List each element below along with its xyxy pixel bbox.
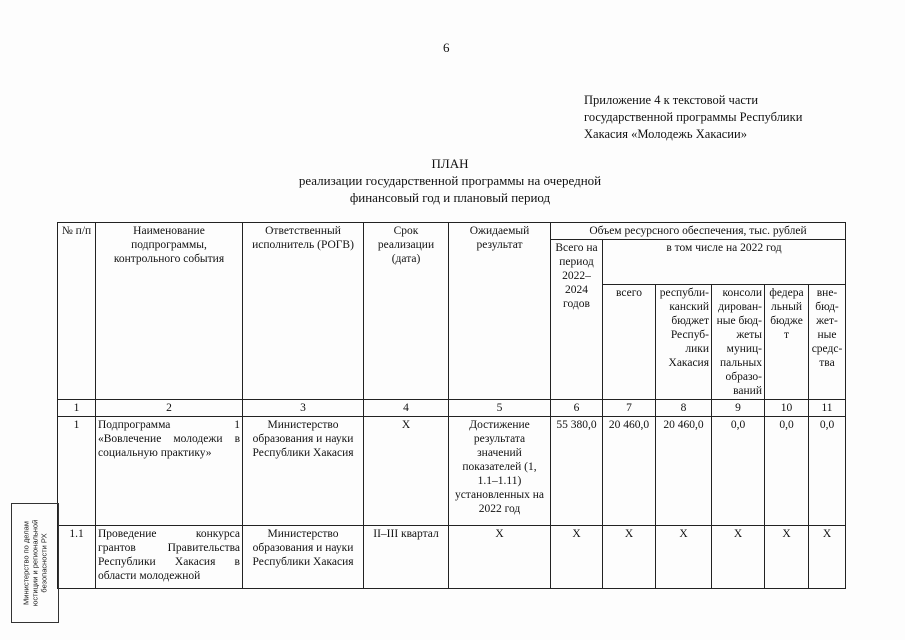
column-number: 10 [765, 400, 809, 417]
appendix-note [584, 92, 884, 143]
row-extra: Х [809, 526, 846, 589]
header-deadline: Срок реализации (дата) [364, 223, 449, 400]
header-name: Наименование подпрограммы, контрольного события [96, 223, 243, 400]
header-responsible: Ответственный исполнитель (РОГВ) [243, 223, 364, 400]
plan-table [57, 222, 846, 589]
row-total-period: Х [551, 526, 603, 589]
row-num: 1 [58, 417, 96, 526]
row-deadline: II–III квартал [364, 526, 449, 589]
column-number-row [58, 400, 846, 417]
appendix-line: Хакасия «Молодежь Хакасии» [584, 127, 747, 141]
column-number: 2 [96, 400, 243, 417]
row-name: Проведение конкурса грантов Правительства Республики Хакасия в области молодежной [96, 526, 243, 589]
header-including-2022: в том числе на 2022 год [603, 240, 846, 285]
stamp-text [22, 506, 49, 620]
page-number: 6 [443, 40, 450, 55]
row-federal: 0,0 [765, 417, 809, 526]
row-expected: Х [449, 526, 551, 589]
row-responsible: Министерство образования и науки Республики Хакасия [243, 417, 364, 526]
stamp-line: юстиции и региональной [30, 519, 40, 607]
column-number: 1 [58, 400, 96, 417]
column-number: 8 [656, 400, 712, 417]
plan-title-line: реализации государственной программы на очередной [298, 173, 602, 188]
appendix-line: Приложение 4 к текстовой части [584, 93, 759, 107]
column-number: 9 [712, 400, 765, 417]
header-row [58, 223, 846, 240]
header-extra: вне-бюд-жет-ные средс-тва [809, 285, 846, 400]
row-num: 1.1 [58, 526, 96, 589]
table-row [58, 417, 846, 526]
table-row [58, 526, 846, 589]
row-federal: Х [765, 526, 809, 589]
row-total: Х [603, 526, 656, 589]
row-responsible: Министерство образования и науки Республики Хакасия [243, 526, 364, 589]
appendix-line: государственной программы Республики [584, 110, 803, 124]
stamp-line: Министерство по делам [21, 521, 31, 605]
header-republican: республи-канский бюджет Респуб-лики Хакасия [656, 285, 712, 400]
header-num: № п/п [58, 223, 96, 400]
header-total: всего [603, 285, 656, 400]
column-number: 11 [809, 400, 846, 417]
header-total-period: Всего на период 2022–2024 годов [551, 240, 603, 400]
stamp-line: безопасности РХ [39, 533, 49, 593]
header-federal: федера льный бюдже т [765, 285, 809, 400]
row-expected: Достижение результата значений показателей (1, 1.1–1.11) установленных на 2022 год [449, 417, 551, 526]
column-number: 7 [603, 400, 656, 417]
plan-title-heading: ПЛАН [431, 156, 469, 171]
row-extra: 0,0 [809, 417, 846, 526]
header-consolidated: консоли дирован-ные бюд-жеты муниц-пальных образо-ваний [712, 285, 765, 400]
column-number: 6 [551, 400, 603, 417]
row-republican: Х [656, 526, 712, 589]
row-name: Подпрограмма 1 «Вовлечение молодежи в социальную практику» [96, 417, 243, 526]
row-total-period: 55 380,0 [551, 417, 603, 526]
registration-stamp [11, 503, 59, 623]
row-deadline: Х [364, 417, 449, 526]
header-expected: Ожидаемый результат [449, 223, 551, 400]
header-funding: Объем ресурсного обеспечения, тыс. рублей [551, 223, 846, 240]
row-consolidated: Х [712, 526, 765, 589]
plan-title [200, 155, 700, 206]
plan-title-line: финансовый год и плановый период [349, 190, 551, 205]
column-number: 5 [449, 400, 551, 417]
column-number: 3 [243, 400, 364, 417]
column-number: 4 [364, 400, 449, 417]
row-total: 20 460,0 [603, 417, 656, 526]
row-republican: 20 460,0 [656, 417, 712, 526]
row-consolidated: 0,0 [712, 417, 765, 526]
